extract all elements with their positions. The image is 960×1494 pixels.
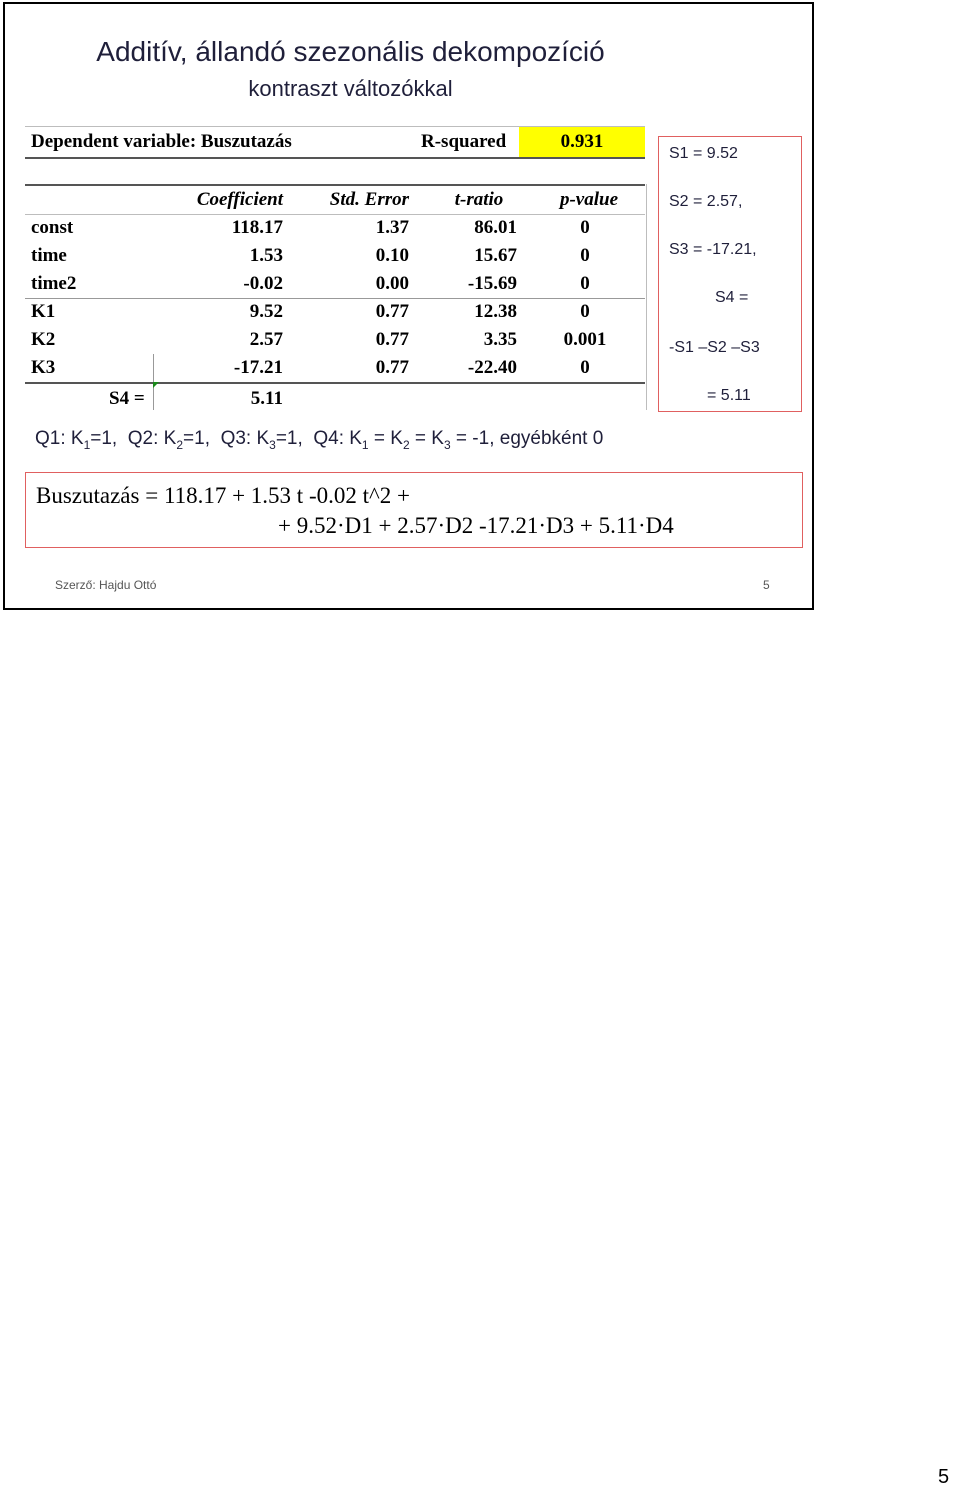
row-name: K1 bbox=[31, 301, 56, 322]
row-coefficient: 2.57 bbox=[249, 329, 283, 350]
row-name: K2 bbox=[31, 329, 56, 350]
table-row bbox=[25, 354, 645, 382]
row-p-value: 0 bbox=[580, 273, 590, 294]
q4-rest: = -1, egyébként 0 bbox=[450, 428, 604, 449]
row-std-error: 0.10 bbox=[375, 245, 409, 266]
column-header-std-error: Std. Error bbox=[329, 189, 409, 210]
q2-rest: =1, bbox=[183, 428, 210, 449]
table-row bbox=[25, 326, 645, 354]
rsquared-label: R-squared bbox=[421, 131, 507, 152]
row-coefficient: -0.02 bbox=[243, 273, 283, 294]
q4-subscript-2: 2 bbox=[402, 437, 410, 452]
table-right-edge bbox=[646, 184, 647, 410]
s1-text: S1 = 9.52 bbox=[669, 145, 738, 162]
slide-title: Additív, állandó szezonális dekompozíció bbox=[96, 36, 605, 67]
row-t-ratio: 15.67 bbox=[474, 245, 517, 266]
s4-value: 5.11 bbox=[250, 388, 283, 409]
row-p-value: 0 bbox=[580, 217, 590, 238]
q4-equals-1: = K bbox=[368, 428, 403, 449]
row-p-value: 0.001 bbox=[563, 329, 607, 350]
s3-text: S3 = -17.21, bbox=[669, 241, 757, 258]
row-std-error: 0.77 bbox=[375, 329, 409, 350]
row-t-ratio: -22.40 bbox=[467, 357, 517, 378]
column-header-t-ratio: t-ratio bbox=[454, 189, 504, 210]
row-name: time2 bbox=[31, 273, 77, 294]
q1-rest: =1, bbox=[90, 428, 118, 449]
slide bbox=[3, 2, 814, 610]
row-coefficient: 9.52 bbox=[249, 301, 283, 322]
row-std-error: 0.77 bbox=[375, 357, 409, 378]
model-equation-box bbox=[25, 472, 803, 548]
row-coefficient: 118.17 bbox=[231, 217, 283, 238]
q1-subscript: 1 bbox=[83, 437, 91, 452]
rsquared-highlight bbox=[519, 127, 645, 157]
cell-comment-marker bbox=[153, 382, 159, 388]
q2-subscript: 2 bbox=[176, 437, 184, 452]
row-t-ratio: 86.01 bbox=[474, 217, 517, 238]
s2-text: S2 = 2.57, bbox=[669, 193, 743, 210]
equation-line-2: + 9.52·D1 + 2.57·D2 -17.21·D3 + 5.11·D4 bbox=[278, 513, 674, 538]
row-p-value: 0 bbox=[580, 245, 590, 266]
q2-label: Q2: K bbox=[127, 428, 177, 449]
seasonal-effects-box bbox=[658, 136, 802, 412]
coefficient-table-header bbox=[25, 184, 645, 215]
table-row bbox=[25, 214, 645, 242]
q4-label: Q4: K bbox=[313, 428, 362, 449]
row-coefficient: 1.53 bbox=[249, 245, 283, 266]
row-t-ratio: -15.69 bbox=[467, 273, 517, 294]
equation-line-1: Buszutazás = 118.17 + 1.53 t -0.02 t^2 + bbox=[36, 483, 411, 508]
row-name: const bbox=[31, 217, 74, 238]
row-std-error: 0.77 bbox=[375, 301, 409, 322]
row-coefficient: -17.21 bbox=[233, 357, 283, 378]
page-number: 5 bbox=[938, 1466, 950, 1488]
row-t-ratio: 3.35 bbox=[483, 329, 517, 350]
q3-rest: =1, bbox=[275, 428, 303, 449]
author-footer: Szerző: Hajdu Ottó bbox=[55, 578, 157, 592]
dependent-variable-label: Dependent variable: Buszutazás bbox=[31, 131, 292, 152]
q4-subscript-1: 1 bbox=[361, 437, 369, 452]
row-p-value: 0 bbox=[580, 357, 590, 378]
column-header-p-value: p-value bbox=[559, 189, 619, 210]
row-p-value: 0 bbox=[580, 301, 590, 322]
slide-subtitle: kontraszt változókkal bbox=[248, 76, 453, 101]
rsquared-value: 0.931 bbox=[560, 131, 604, 152]
s4-row bbox=[25, 382, 645, 412]
q4-equals-2: = K bbox=[409, 428, 444, 449]
table-row bbox=[25, 270, 645, 299]
row-std-error: 1.37 bbox=[375, 217, 409, 238]
slide-number: 5 bbox=[763, 578, 770, 592]
q3-subscript: 3 bbox=[269, 437, 276, 452]
row-t-ratio: 12.38 bbox=[474, 301, 517, 322]
s4-text: S4 = bbox=[715, 289, 749, 306]
q4-subscript-3: 3 bbox=[443, 437, 451, 452]
s4-expression: -S1 –S2 –S3 bbox=[669, 339, 760, 356]
quarter-coding-line bbox=[35, 428, 603, 452]
row-name: K3 bbox=[31, 357, 56, 378]
regression-header-row bbox=[25, 126, 645, 159]
s4-label: S4 = bbox=[109, 388, 145, 409]
s4-result: = 5.11 bbox=[707, 387, 751, 404]
column-header-coefficient: Coefficient bbox=[196, 189, 283, 210]
table-row bbox=[25, 242, 645, 270]
row-name: time bbox=[31, 245, 67, 266]
q1-label: Q1: K bbox=[35, 428, 84, 449]
row-std-error: 0.00 bbox=[375, 273, 409, 294]
table-row bbox=[25, 298, 645, 326]
q3-label: Q3: K bbox=[220, 428, 270, 449]
